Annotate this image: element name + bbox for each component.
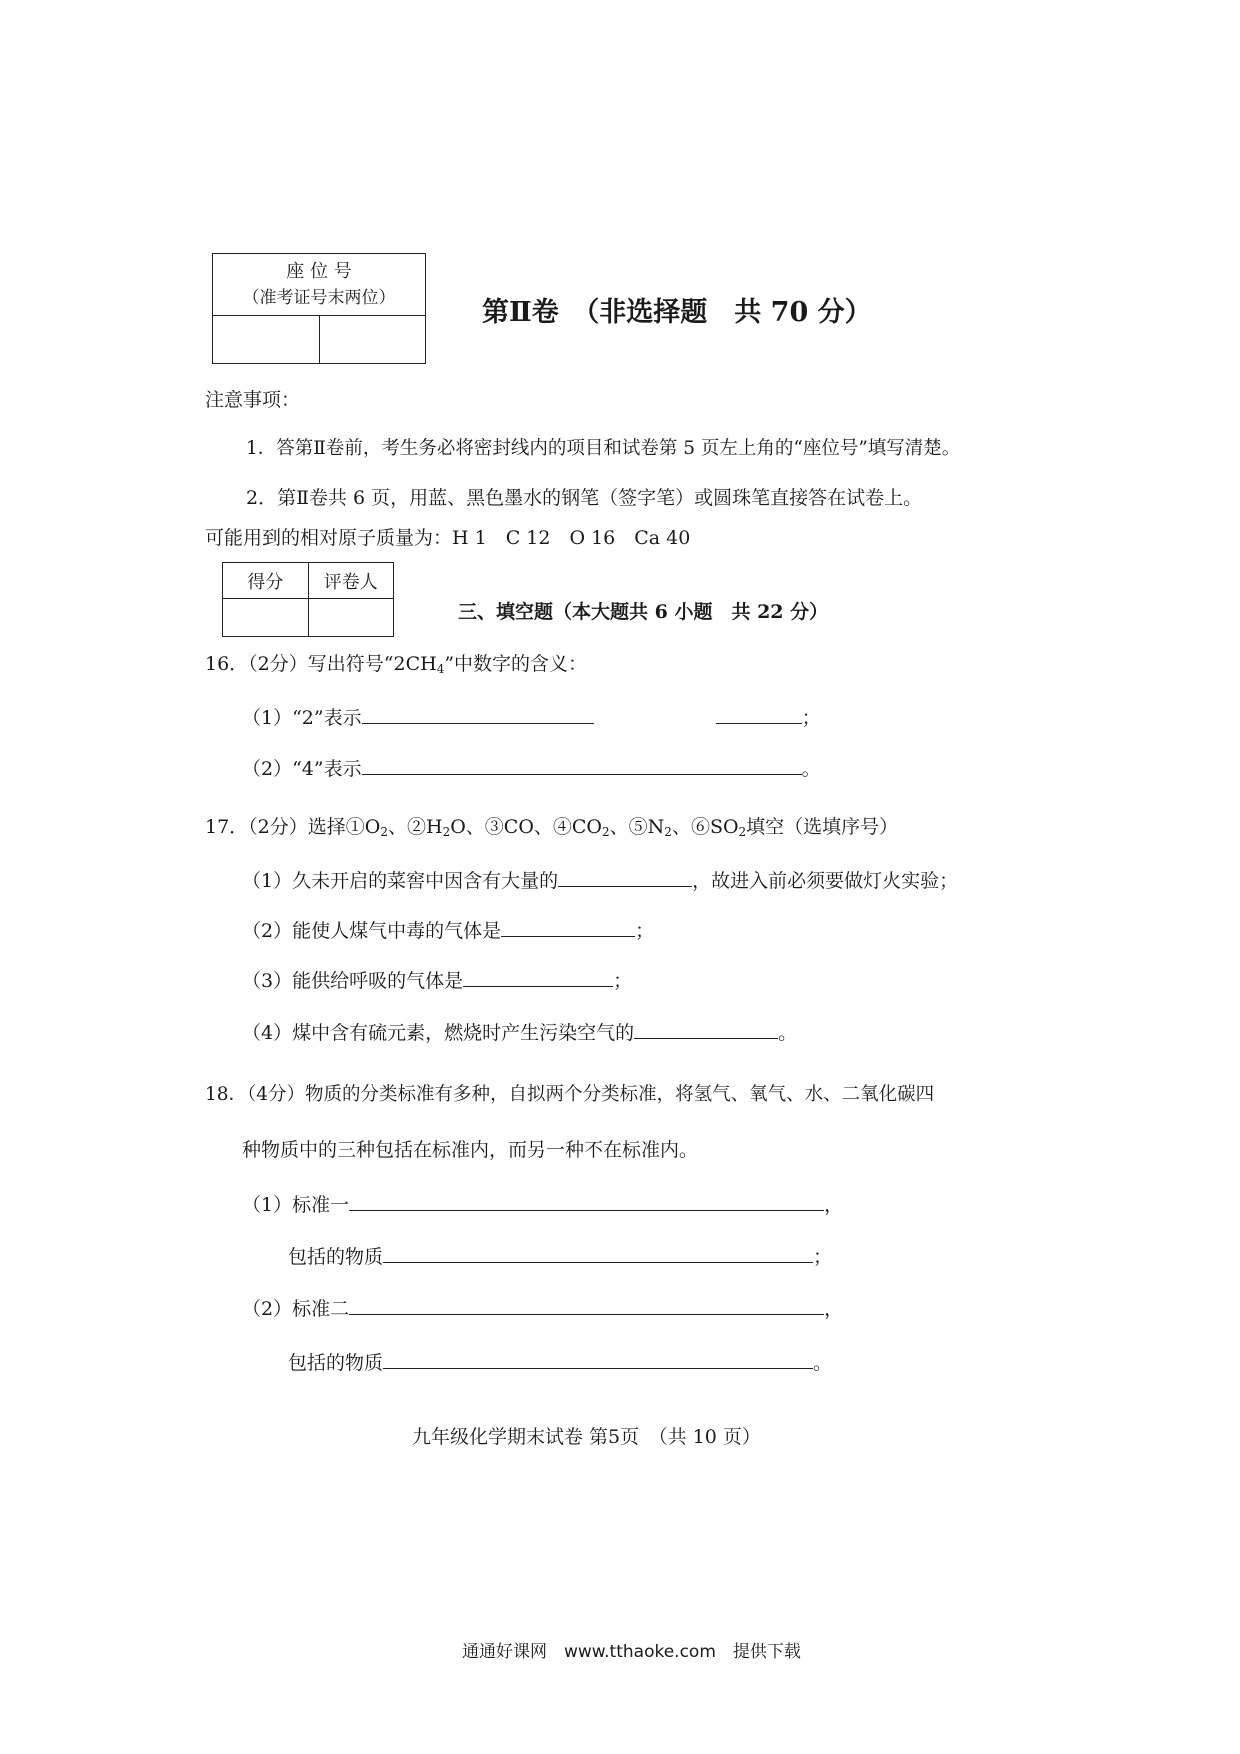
- q18-standard-1-included: [288, 1244, 832, 1269]
- q17-a1-post: ，故进入前必须要做灯火实验；: [692, 870, 959, 892]
- q18-standard-1: [242, 1192, 843, 1217]
- q16-a2-end: 。: [801, 758, 821, 780]
- q17-a1-pre: （1）久未开启的菜窖中因含有大量的: [242, 870, 559, 892]
- q17-a3-pre: （3）能供给呼吸的气体是: [242, 970, 464, 992]
- q17-stem-p1: 17．（2分）选择①O: [205, 816, 381, 838]
- q17-stem-s2: 2: [442, 825, 451, 839]
- q18-s2-inc-blank[interactable]: [383, 1350, 813, 1369]
- q16-a1-blank[interactable]: [362, 705, 594, 724]
- q18-s2-inc-end: 。: [813, 1352, 833, 1374]
- q17-stem-s3: 2: [602, 825, 610, 839]
- q18-stem-line-2: 种物质中的三种包括在标准内，而另一种不在标准内。: [242, 1139, 699, 1161]
- q16-stem-sub: 4: [436, 662, 445, 676]
- q17-a2-blank[interactable]: [501, 918, 635, 937]
- q16-a1-end: ；: [801, 707, 821, 729]
- q17-answer-3: [242, 968, 632, 993]
- q17-stem: [205, 815, 898, 839]
- q18-s1-inc-label: 包括的物质: [288, 1246, 384, 1268]
- q18-s2-end: ，: [824, 1298, 844, 1320]
- q17-a2-post: ；: [635, 920, 655, 942]
- q17-stem-s5: 2: [738, 825, 747, 839]
- notes-item-1: 1．答第Ⅱ卷前，考生务必将密封线内的项目和试卷第 5 页左上角的“座位号”填写清楚。: [246, 438, 961, 459]
- q16-a2-label: （2）“4”表示: [242, 758, 362, 780]
- q18-s2-blank[interactable]: [349, 1296, 824, 1315]
- q18-standard-2: [242, 1296, 843, 1321]
- q17-answer-1: [242, 868, 958, 893]
- seat-number-header: [213, 254, 426, 316]
- q17-answer-4: [242, 1020, 797, 1045]
- q17-stem-p3: O、③CO、④CO: [450, 816, 603, 838]
- seat-number-title: 座 位 号: [286, 260, 352, 282]
- grader-header: 评卷人: [308, 563, 394, 599]
- page-footer: 九年级化学期末试卷 第5页 （共 10 页）: [412, 1426, 761, 1448]
- seat-number-box: [212, 253, 426, 364]
- score-header: 得分: [223, 563, 309, 599]
- q16-a2-blank[interactable]: [362, 756, 802, 775]
- q16-stem-pre: 16．（2分）写出符号“2CH: [205, 653, 437, 675]
- q16-stem-post: ”中数字的含义：: [444, 653, 588, 675]
- seat-number-subtitle: （准考证号末两位）: [242, 287, 396, 308]
- q18-s1-label: （1）标准一: [242, 1194, 350, 1216]
- q16-a1-blank-2[interactable]: [716, 705, 802, 724]
- part-3-title: 三、填空题（本大题共 6 小题 共 22 分）: [458, 601, 829, 623]
- score-field[interactable]: [223, 599, 309, 637]
- q17-a3-post: ；: [613, 970, 633, 992]
- q17-stem-p6: 填空（选填序号）: [746, 816, 899, 838]
- q17-stem-p5: 、⑥SO: [671, 816, 739, 838]
- score-box: [222, 562, 394, 637]
- q17-stem-s1: 2: [380, 825, 388, 839]
- notes-item-2: 2．第Ⅱ卷共 6 页，用蓝、黑色墨水的钢笔（签字笔）或圆珠笔直接答在试卷上。: [246, 487, 923, 509]
- q17-a4-post: 。: [778, 1022, 798, 1044]
- q18-s1-blank[interactable]: [349, 1192, 824, 1211]
- q18-stem-line-1: 18．（4分）物质的分类标准有多种，自拟两个分类标准，将氢气、氧气、水、二氧化碳四: [205, 1084, 935, 1105]
- q17-a1-blank[interactable]: [558, 868, 692, 887]
- q18-s1-end: ，: [824, 1194, 844, 1216]
- q17-a4-pre: （4）煤中含有硫元素，燃烧时产生污染空气的: [242, 1022, 635, 1044]
- q17-stem-s4: 2: [664, 825, 672, 839]
- atomic-mass-note: 可能用到的相对原子质量为：H 1 C 12 O 16 Ca 40: [205, 527, 691, 549]
- grader-field[interactable]: [308, 599, 394, 637]
- q16-a1-label: （1）“2”表示: [242, 707, 362, 729]
- section-title: 第Ⅱ卷 （非选择题 共 70 分）: [482, 297, 872, 328]
- q17-answer-2: [242, 918, 654, 943]
- q18-s1-inc-end: ；: [813, 1246, 833, 1268]
- q17-a2-pre: （2）能使人煤气中毒的气体是: [242, 920, 502, 942]
- q18-s2-label: （2）标准二: [242, 1298, 350, 1320]
- q18-s1-inc-blank[interactable]: [383, 1244, 813, 1263]
- notes-heading: 注意事项：: [205, 389, 301, 411]
- q18-s2-inc-label: 包括的物质: [288, 1352, 384, 1374]
- q17-a4-blank[interactable]: [634, 1020, 778, 1039]
- q18-standard-2-included: [288, 1350, 832, 1375]
- q16-answer-2: [242, 756, 821, 781]
- download-watermark: 通通好课网 www.tthaoke.com 提供下载: [462, 1642, 801, 1662]
- seat-digit-2-field[interactable]: [319, 316, 426, 364]
- q17-a3-blank[interactable]: [463, 968, 613, 987]
- q16-stem: [205, 652, 587, 676]
- q16-answer-1: [242, 705, 821, 730]
- q17-stem-p2: 、②H: [387, 816, 443, 838]
- q17-stem-p4: 、⑤N: [609, 816, 665, 838]
- seat-digit-1-field[interactable]: [213, 316, 320, 364]
